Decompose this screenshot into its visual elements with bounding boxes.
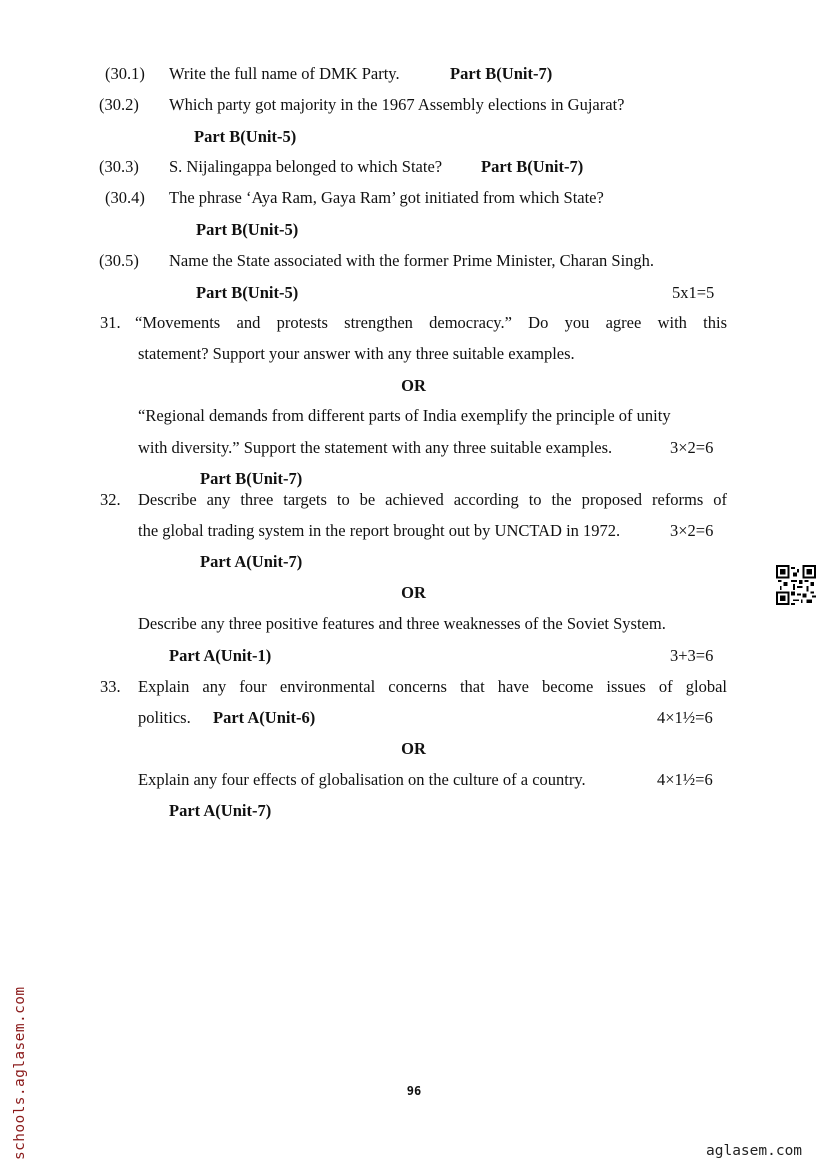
q33-alt-marks: 4×1½=6 xyxy=(657,770,713,789)
q33-line2: politics. xyxy=(138,708,191,727)
q30-3-text: S. Nijalingappa belonged to which State? xyxy=(169,157,443,176)
q33-or: OR xyxy=(401,739,426,758)
q33-alt-part: Part A(Unit-7) xyxy=(169,801,272,820)
qr-code-icon xyxy=(776,565,816,605)
q30-5-number: (30.5) xyxy=(99,251,139,270)
q30-1-text: Write the full name of DMK Party. xyxy=(169,64,400,83)
q32-alt-marks: 3+3=6 xyxy=(670,646,714,665)
q30-3-number: (30.3) xyxy=(99,157,139,176)
q32-alt-text: Describe any three positive features and three weaknesses of the Soviet System. xyxy=(138,614,666,633)
bottom-watermark: aglasem.com xyxy=(706,1143,803,1159)
q33-marks: 4×1½=6 xyxy=(657,708,713,727)
q30-1-number: (30.1) xyxy=(105,64,145,83)
q31-marks: 3×2=6 xyxy=(670,438,714,457)
q32-or: OR xyxy=(401,583,426,602)
q30-4-number: (30.4) xyxy=(105,188,145,207)
q30-2-text: Which party got majority in the 1967 Assembly elections in Gujarat? xyxy=(169,95,625,114)
q32-part: Part A(Unit-7) xyxy=(200,552,303,571)
q31-number: 31. xyxy=(100,313,121,332)
q32-line1: Describe any three targets to be achieved according to the proposed reforms of xyxy=(138,490,727,509)
q32-alt-part: Part A(Unit-1) xyxy=(169,646,272,665)
page-number: 96 xyxy=(406,1084,422,1098)
q30-3-part: Part B(Unit-7) xyxy=(481,157,584,176)
q30-5-part: Part B(Unit-5) xyxy=(196,283,299,302)
q31-or: OR xyxy=(401,376,426,395)
q31-line1: “Movements and protests strengthen democracy.” Do you agree with this xyxy=(135,313,727,332)
q33-part: Part A(Unit-6) xyxy=(213,708,316,727)
q33-line1: Explain any four environmental concerns that have become issues of global xyxy=(138,677,727,696)
q30-marks: 5x1=5 xyxy=(672,283,715,302)
q30-4-text: The phrase ‘Aya Ram, Gaya Ram’ got initiated from which State? xyxy=(169,188,604,207)
q30-2-number: (30.2) xyxy=(99,95,139,114)
q32-line2: the global trading system in the report brought out by UNCTAD in 1972. xyxy=(138,521,621,540)
q30-2-part: Part B(Unit-5) xyxy=(194,127,297,146)
side-watermark: schools.aglasem.com xyxy=(12,986,28,1160)
q33-number: 33. xyxy=(100,677,121,696)
q31-alt-line2: with diversity.” Support the statement with any three suitable examples. xyxy=(138,438,613,457)
q30-4-part: Part B(Unit-5) xyxy=(196,220,299,239)
q30-1-part: Part B(Unit-7) xyxy=(450,64,553,83)
q32-number: 32. xyxy=(100,490,121,509)
q32-marks: 3×2=6 xyxy=(670,521,714,540)
q30-5-text: Name the State associated with the former Prime Minister, Charan Singh. xyxy=(169,251,655,270)
q33-alt-text: Explain any four effects of globalisation on the culture of a country. xyxy=(138,770,586,789)
q31-part: Part B(Unit-7) xyxy=(200,469,303,488)
q31-line2: statement? Support your answer with any three suitable examples. xyxy=(138,344,575,363)
q31-alt-line1: “Regional demands from different parts of India exemplify the principle of unity xyxy=(138,406,671,425)
